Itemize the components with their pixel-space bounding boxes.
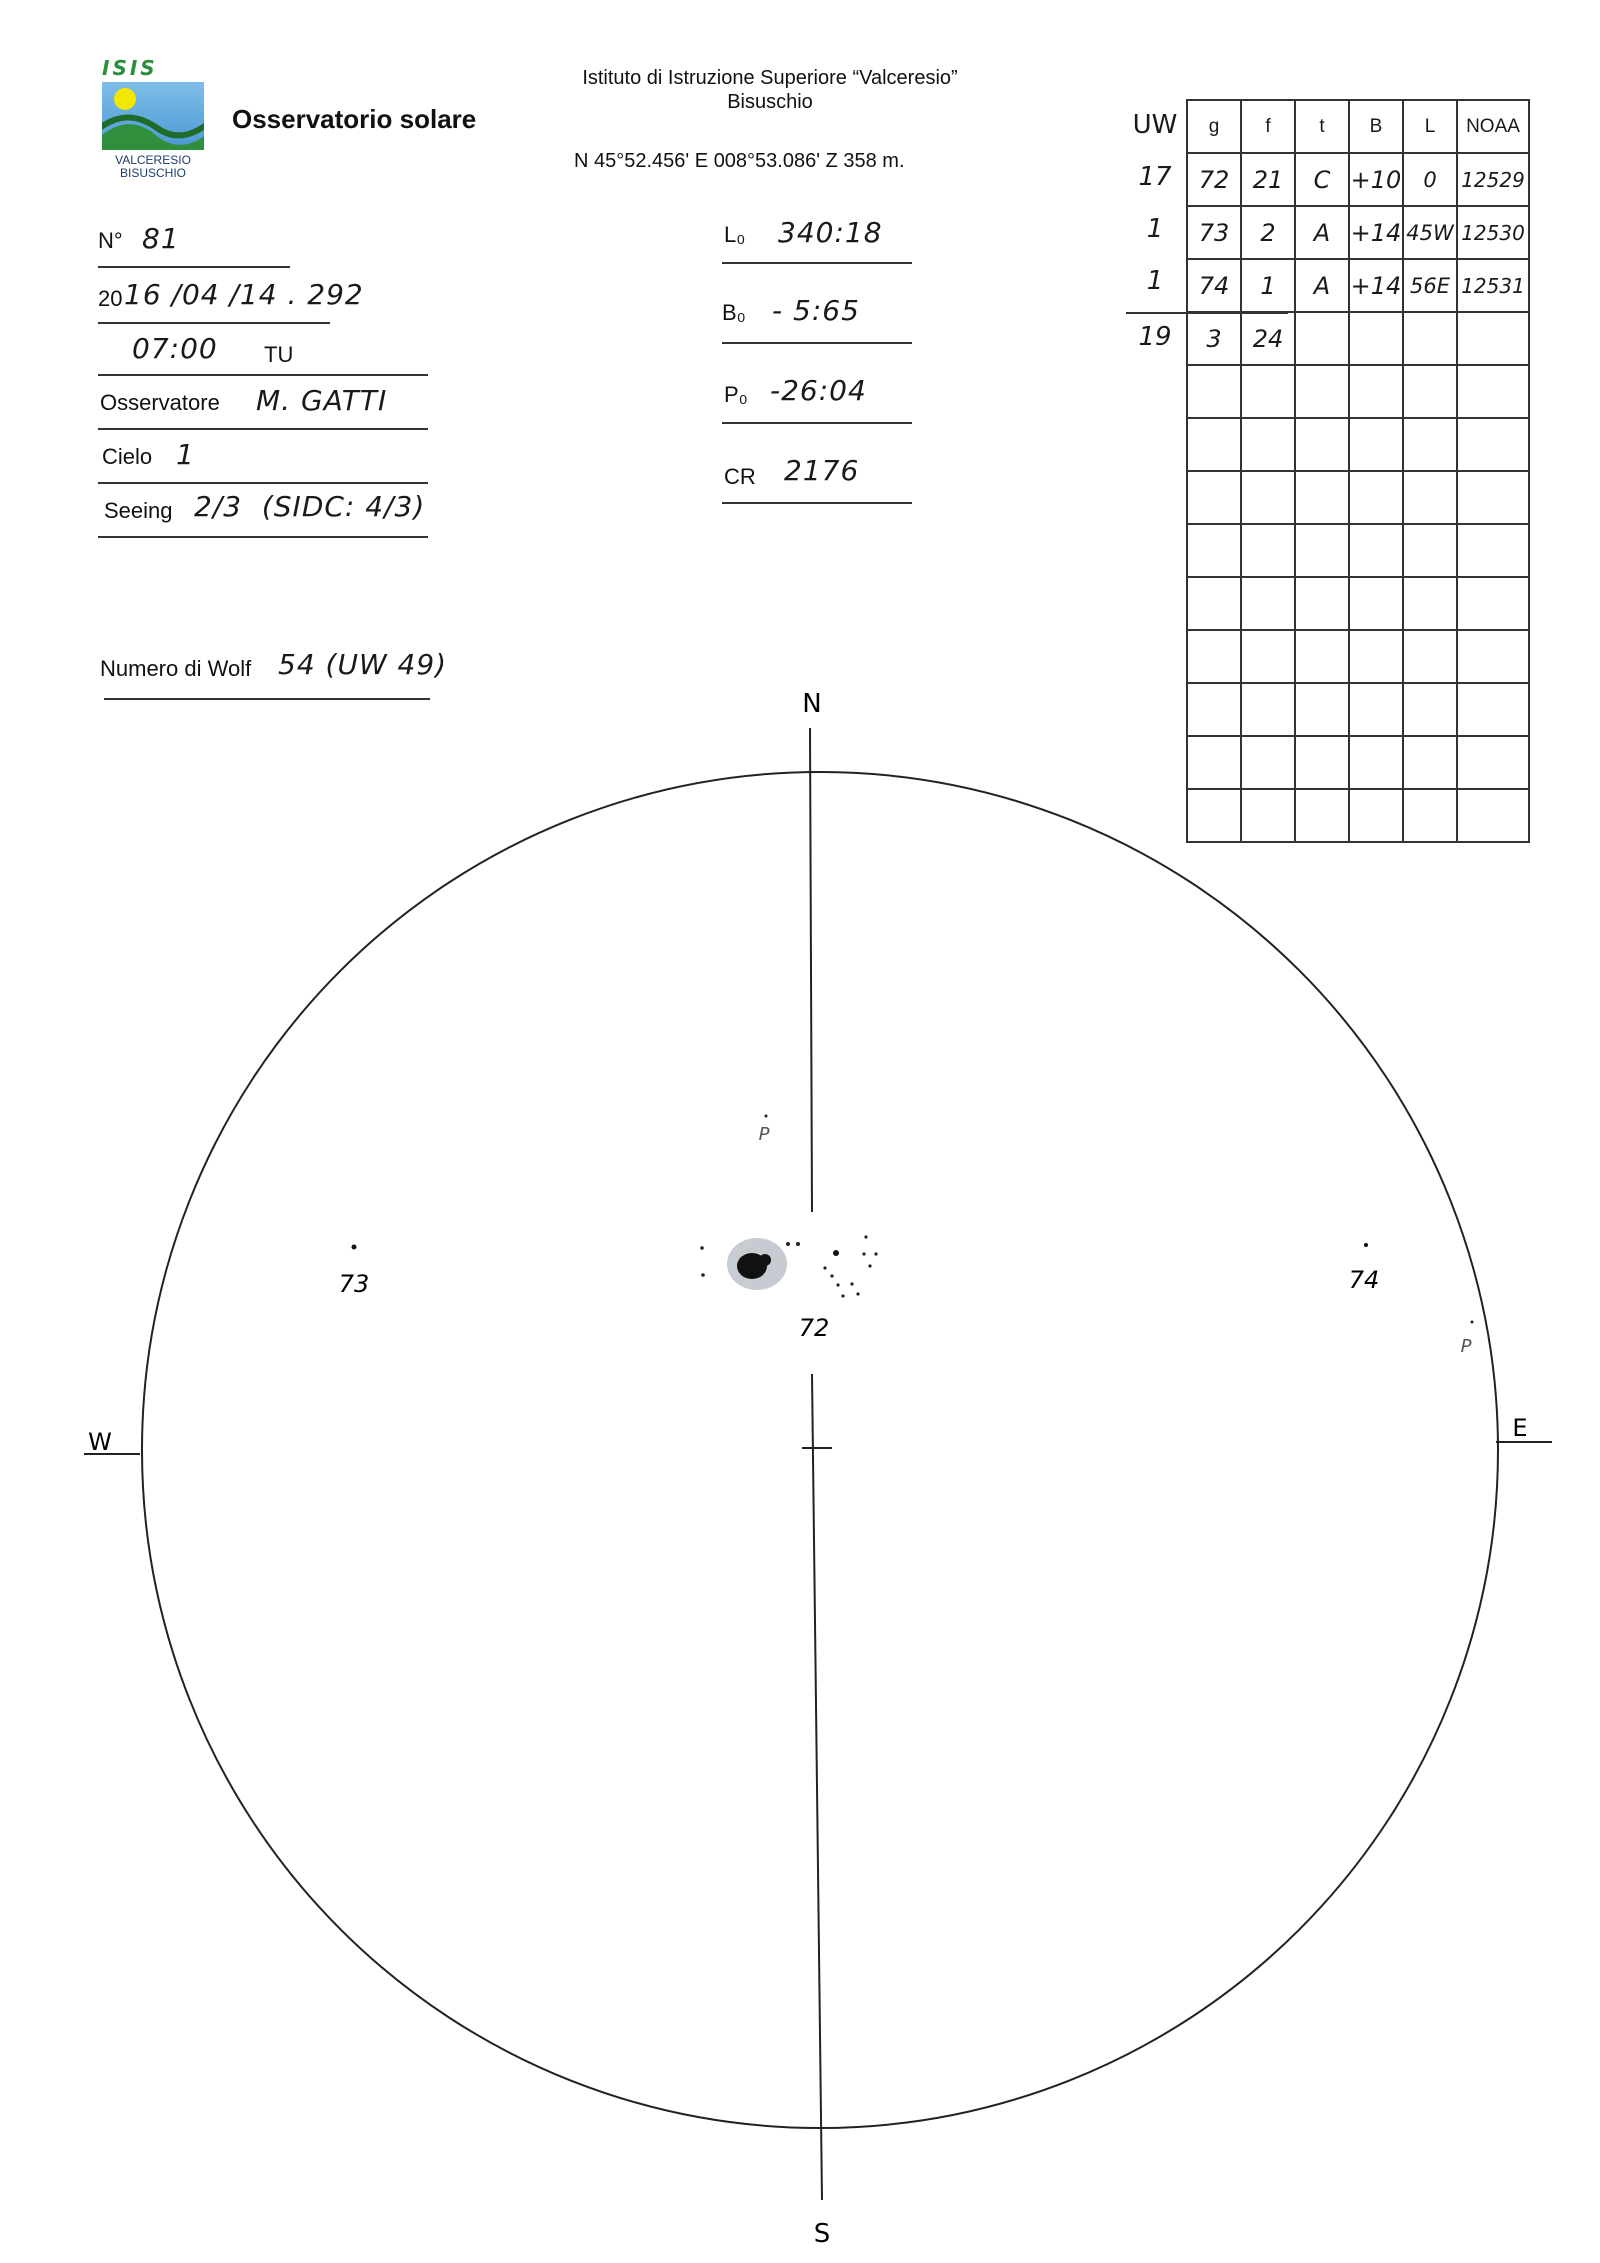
spot [823, 1266, 826, 1269]
spot [786, 1242, 790, 1246]
table-cell: A [1295, 259, 1349, 312]
umbra [759, 1254, 771, 1266]
sky-value: 1 [176, 438, 195, 471]
station-coordinates: N 45°52.456' E 008°53.086' Z 358 m. [574, 150, 905, 172]
seeing-value: 2/3 (SIDC: 4/3) [194, 490, 426, 523]
cr-label: CR [724, 464, 756, 489]
plage-label: P [758, 1124, 770, 1145]
cr-value: 2176 [784, 454, 860, 487]
south-axis [812, 1374, 822, 2200]
observatory-title: Osservatorio solare [232, 104, 477, 134]
spot [836, 1283, 839, 1286]
group-label-74: 74 [1348, 1266, 1380, 1294]
north-label: N [802, 689, 822, 719]
table-cell: +14 [1349, 259, 1403, 312]
number-label: N° [98, 228, 123, 253]
spot [796, 1242, 800, 1246]
spot [856, 1292, 859, 1295]
spot [862, 1252, 865, 1255]
observer-value: M. GATTI [256, 384, 388, 417]
p0-value: -26:04 [770, 374, 867, 407]
spot [352, 1245, 357, 1250]
spot [874, 1252, 877, 1255]
seeing-label: Seeing [104, 498, 173, 523]
table-cell: 21 [1241, 153, 1295, 206]
time-value: 07:00 [132, 332, 218, 365]
header-cell: B [1349, 100, 1403, 153]
b0-label: B₀ [722, 300, 746, 325]
spot [841, 1294, 844, 1297]
spot [700, 1246, 704, 1250]
spot [830, 1274, 833, 1277]
uw-value: 1 [1146, 266, 1164, 296]
table-cell: 2 [1241, 206, 1295, 259]
logo-caption: VALCERESIO BISUSCHIO [115, 153, 191, 180]
north-axis [810, 728, 812, 1212]
east-label: E [1512, 1414, 1528, 1442]
group-label-73: 73 [338, 1270, 370, 1298]
table-cell: C [1295, 153, 1349, 206]
table-cell: 12530 [1457, 206, 1529, 259]
header-cell: f [1241, 100, 1295, 153]
table-cell: 12531 [1457, 259, 1529, 312]
table-cell: 3 [1187, 312, 1241, 365]
spot [864, 1235, 867, 1238]
header-cell: NOAA [1457, 100, 1529, 153]
wolf-value: 54 (UW 49) [278, 648, 448, 681]
table-cell: 45W [1403, 206, 1457, 259]
header-cell: L [1403, 100, 1457, 153]
spot [701, 1273, 705, 1277]
b0-value: - 5:65 [772, 294, 860, 327]
uw-total: 19 [1138, 322, 1172, 352]
table-cell: 56E [1403, 259, 1457, 312]
table-cell: +14 [1349, 206, 1403, 259]
wolf-label: Numero di Wolf [100, 656, 252, 681]
spot [833, 1250, 839, 1256]
plage-label: P [1460, 1336, 1472, 1357]
l0-value: 340:18 [778, 216, 883, 249]
spot [868, 1264, 871, 1267]
uw-header: UW [1132, 110, 1178, 140]
spot [850, 1282, 853, 1285]
table-cell: 73 [1187, 206, 1241, 259]
p0-label: P₀ [724, 382, 748, 407]
table-cell: 12529 [1457, 153, 1529, 206]
table-cell: A [1295, 206, 1349, 259]
sky-label: Cielo [102, 444, 153, 469]
institute-header: Istituto di Istruzione Superiore “Valceresio” Bisuschio [582, 67, 958, 113]
spot [1364, 1243, 1368, 1247]
header-cell: t [1295, 100, 1349, 153]
header-cell: g [1187, 100, 1241, 153]
group-label-72: 72 [798, 1314, 830, 1342]
observer-label: Osservatore [100, 390, 220, 415]
table-cell: 72 [1187, 153, 1241, 206]
number-value: 81 [142, 222, 180, 255]
table-cell: 74 [1187, 259, 1241, 312]
plage-dot [1471, 1321, 1474, 1324]
date-value: 16 /04 /14 . 292 [124, 278, 364, 311]
logo-wordmark: ISIS [102, 56, 158, 80]
table-cell: +10 [1349, 153, 1403, 206]
solar-disk [142, 772, 1498, 2128]
uw-value: 1 [1146, 214, 1164, 244]
table-cell: 24 [1241, 312, 1295, 365]
l0-label: L₀ [724, 222, 746, 247]
date-prefix: 20 [98, 286, 123, 311]
south-label: S [813, 2219, 831, 2249]
time-unit: TU [264, 342, 294, 367]
table-cell: 1 [1241, 259, 1295, 312]
west-label: W [88, 1428, 112, 1456]
table-cell: 0 [1403, 153, 1457, 206]
uw-value: 17 [1138, 162, 1172, 192]
plage-dot [765, 1115, 768, 1118]
